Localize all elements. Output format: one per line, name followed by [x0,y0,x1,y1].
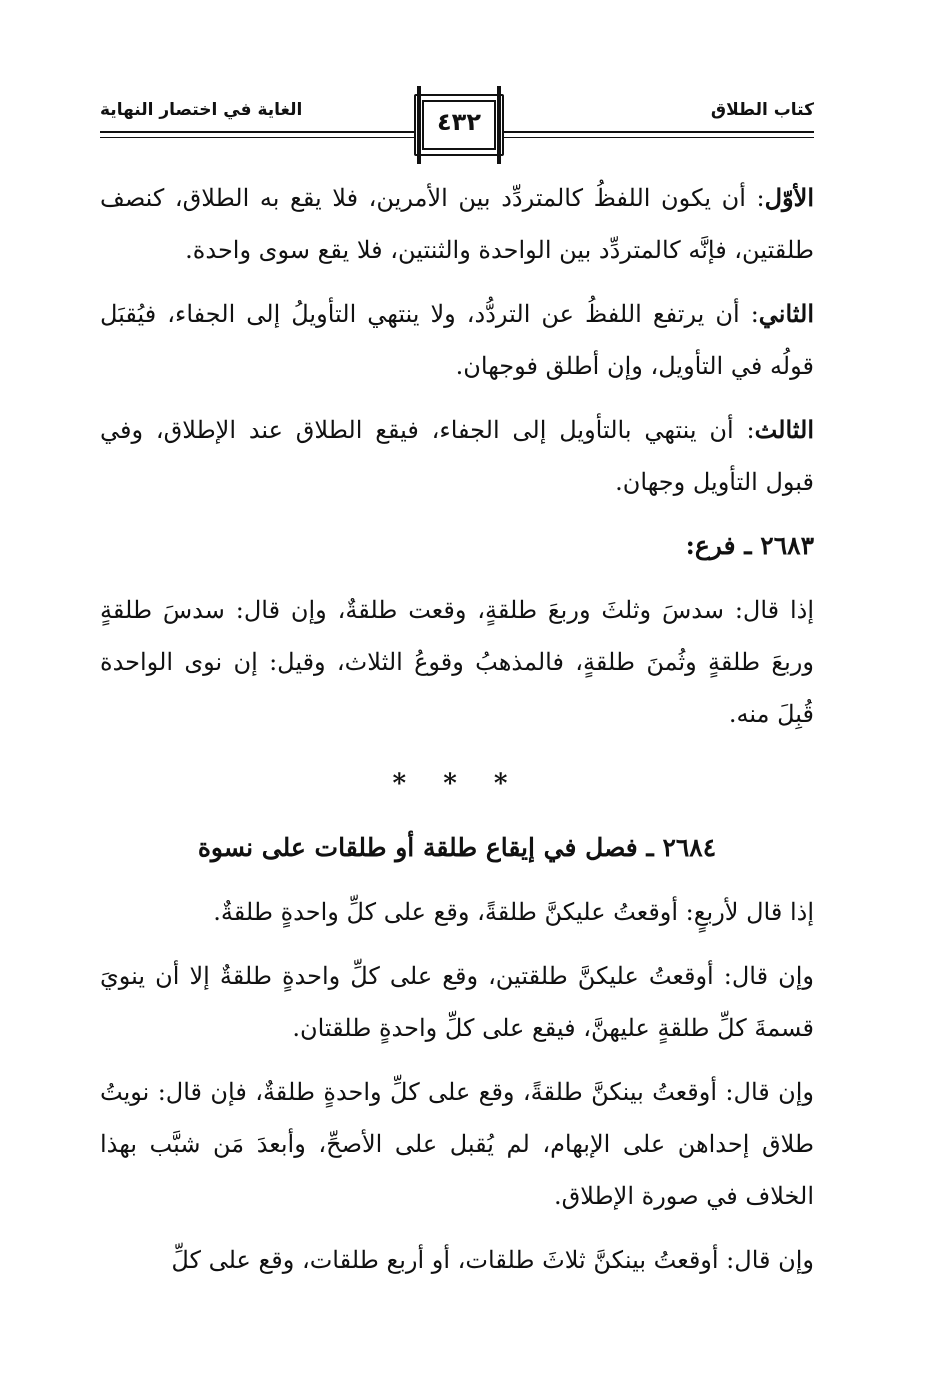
chapter-title: كتاب الطلاق [710,100,814,120]
paragraph-text: : أن يرتفع اللفظُ عن التردُّد، ولا ينتهي التأويلُ إلى الجفاء، فيُقبَل قولُه في التأويل، وإن أطلق فوجهان. [100,300,814,380]
paragraph: وإن قال: أوقعتُ عليكنَّ طلقتين، وقع على كلِّ واحدةٍ طلقةٌ إلا أن ينويَ قسمةَ كلِّ طلقةٍ عليهنَّ، فيقع على كلِّ واحدةٍ طلقتان. [100,962,814,1042]
running-header [100,94,814,150]
paragraph-lead: الأوّل [764,183,814,212]
paragraph: وإن قال: أوقعتُ بينكنَّ ثلاثَ طلقات، أو أربع طلقات، وقع على كلِّ [171,1246,814,1274]
paragraph-lead: الثاني [758,299,814,328]
paragraph: إذا قال: سدسَ وثلثَ وربعَ طلقةٍ، وقعت طلقةٌ، وإن قال: سدسَ طلقةٍ وربعَ طلقةٍ وثُمنَ طلقةٍ، فالمذهبُ وقوعُ الثلاث، وقيل: إن نوى الواحدة قُبِلَ منه. [100,596,814,728]
section-separator: * * * [392,769,522,799]
section-title: ٢٦٨٤ ـ فصل في إيقاع طلقة أو طلقات على نسوة [197,833,717,862]
header-rule [504,131,814,133]
page-number: ٤٣٢ [437,108,481,136]
page-body [100,172,814,1298]
book-title: الغاية في اختصار النهاية [100,100,303,120]
paragraph: وإن قال: أوقعتُ بينكنَّ طلقةً، وقع على كلِّ واحدةٍ طلقةٌ، فإن قال: نويتُ طلاق إحداهن على الإبهام، لم يُقبل على الأصحِّ، وأبعدَ مَن شبَّب بهذا الخلاف في صورة الإطلاق. [100,1078,814,1210]
paragraph [100,172,814,276]
paragraph-text: : أن يكون اللفظُ كالمتردِّد بين الأمرين، فلا يقع به الطلاق، كنصف طلقتين، فإنَّه كالمتردِّد بين الواحدة والثنتين، فلا يقع سوى واحدة. [100,184,814,264]
subsection-heading: ٢٦٨٣ ـ فرع: [685,531,814,560]
paragraph [100,404,814,508]
paragraph-lead: الثالث [754,415,814,444]
page-number-frame [414,94,504,156]
paragraph: إذا قال لأربعٍ: أوقعتُ عليكنَّ طلقةً، وقع على كلِّ واحدةٍ طلقةٌ. [213,898,814,926]
header-rule [504,137,814,138]
paragraph [100,288,814,392]
paragraph-text: : أن ينتهي بالتأويل إلى الجفاء، فيقع الطلاق عند الإطلاق، وفي قبول التأويل وجهان. [100,416,814,496]
header-rule [100,131,414,133]
header-rule [100,137,414,138]
